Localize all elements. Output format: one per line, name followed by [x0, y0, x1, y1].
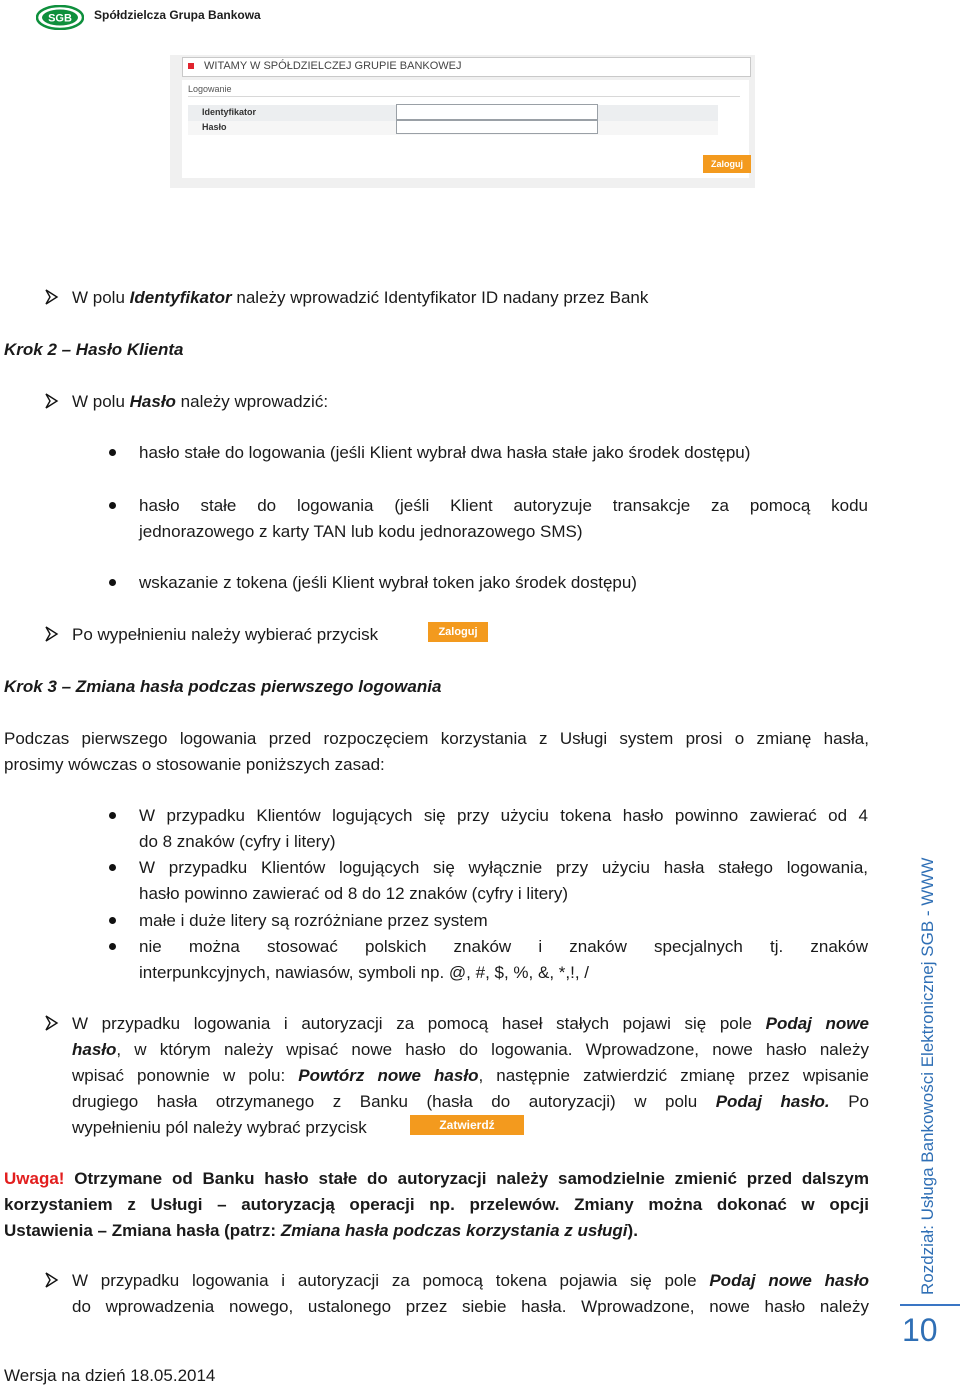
- divider: [188, 96, 740, 97]
- rule-item-cont: hasło powinno zawierać od 8 do 12 znaków (cyfry i litery): [139, 884, 568, 903]
- list-item: hasło stałe do logowania (jeśli Klient wybrał dwa hasła stałe jako środek dostępu): [139, 443, 751, 462]
- login-section-title: Logowanie: [188, 84, 232, 94]
- rule-item: nie można stosować polskich znaków i znaków specjalnych tj. znaków: [139, 937, 868, 956]
- warning-line-3: Ustawienia – Zmiana hasła (patrz: Zmiana hasła podczas korzystania z usługi).: [4, 1221, 638, 1240]
- zaloguj-button[interactable]: Zaloguj: [428, 622, 488, 642]
- fixed-password-line-3: wpisać ponownie w polu: Powtórz nowe hasło, następnie zatwierdzić zmianę przez wpisanie: [72, 1066, 870, 1085]
- token-password-line-2: do wprowadzenia nowego, ustalonego przez siebie hasła. Wprowadzone, nowe hasło należy: [72, 1297, 869, 1316]
- paragraph-first-login-cont: prosimy wówczas o stosowanie poniższych zasad:: [4, 755, 385, 774]
- instruction-identifier: W polu Identyfikator należy wprowadzić Identyfikator ID nadany przez Bank: [72, 288, 649, 307]
- list-item-cont: jednorazowego z karty TAN lub kodu jednorazowego SMS): [139, 522, 583, 541]
- logo-text: Spółdzielcza Grupa Bankowa: [94, 8, 261, 22]
- paragraph-first-login: Podczas pierwszego logowania przed rozpoczęciem korzystania z Usługi system prosi o zmianę hasła,: [4, 729, 869, 748]
- bullet-dot: [109, 502, 116, 509]
- arrow-bullet-icon: [44, 625, 60, 648]
- fixed-password-line-2: hasło, w którym należy wpisać nowe hasło do logowania. Wprowadzone, nowe hasło należy: [72, 1040, 869, 1059]
- identifier-label: Identyfikator: [202, 107, 257, 117]
- instruction-password: W polu Hasło należy wprowadzić:: [72, 392, 329, 411]
- login-title: WITAMY W SPÓŁDZIELCZEJ GRUPIE BANKOWEJ: [204, 60, 462, 72]
- rule-item-cont: do 8 znaków (cyfry i litery): [139, 832, 336, 851]
- arrow-bullet-icon: [44, 1271, 60, 1294]
- bullet-dot: [109, 917, 116, 924]
- version-footer: Wersja na dzień 18.05.2014: [4, 1366, 216, 1385]
- zatwierdz-button[interactable]: Zatwierdź: [410, 1115, 524, 1135]
- list-item: wskazanie z tokena (jeśli Klient wybrał token jako środek dostępu): [139, 573, 637, 592]
- bullet-dot: [109, 943, 116, 950]
- warning-line-2: korzystaniem z Usługi – autoryzacją operacji np. przelewów. Zmiany można dokonać w opcji: [4, 1195, 869, 1214]
- rule-item: W przypadku Klientów logujących się przy użyciu tokena hasło powinno zawierać od 4: [139, 806, 868, 825]
- list-item: hasło stałe do logowania (jeśli Klient autoryzuje transakcje za pomocą kodu: [139, 496, 868, 515]
- rule-item-cont: interpunkcyjnych, nawiasów, symboli np. @, #, $, %, &, *,!, /: [139, 963, 590, 982]
- fixed-password-line-4: drugiego hasła otrzymanego z Banku (hasła do autoryzacji) w polu Podaj hasło. Po: [72, 1092, 869, 1111]
- warning-line-1: Uwaga! Otrzymane od Banku hasło stałe do autoryzacji należy samodzielnie zmienić przed dalszym: [4, 1169, 869, 1188]
- bullet-square-icon: [188, 63, 194, 69]
- rule-item: W przypadku Klientów logujących się wyłącznie przy użyciu hasła stałego logowania,: [139, 858, 868, 877]
- bullet-dot: [109, 579, 116, 586]
- arrow-bullet-icon: [44, 288, 60, 311]
- fixed-password-line-1: W przypadku logowania i autoryzacji za pomocą haseł stałych pojawi się pole Podaj nowe: [72, 1014, 869, 1033]
- password-label: Hasło: [202, 122, 227, 132]
- login-button[interactable]: Zaloguj: [703, 155, 751, 173]
- identifier-input[interactable]: [396, 104, 598, 120]
- arrow-bullet-icon: [44, 392, 60, 415]
- step3-heading: Krok 3 – Zmiana hasła podczas pierwszego logowania: [4, 677, 442, 696]
- token-password-line-1: W przypadku logowania i autoryzacji za pomocą tokena pojawia się pole Podaj nowe hasło: [72, 1271, 869, 1290]
- bullet-dot: [109, 449, 116, 456]
- sidebar-chapter-title: Rozdział: Usługa Bankowości Elektronicznej SGB - WWW: [918, 857, 937, 1295]
- sidebar-divider: [900, 1304, 960, 1306]
- bullet-dot: [109, 864, 116, 871]
- page-number: 10: [902, 1312, 938, 1348]
- bullet-dot: [109, 812, 116, 819]
- rule-item: małe i duże litery są rozróżniane przez system: [139, 911, 488, 930]
- arrow-bullet-icon: [44, 1014, 60, 1037]
- sgb-logo: [36, 5, 84, 30]
- step2-heading: Krok 2 – Hasło Klienta: [4, 340, 184, 359]
- instruction-click-login: Po wypełnieniu należy wybierać przycisk: [72, 625, 379, 644]
- logo-mark-text: SGB: [48, 12, 72, 25]
- fixed-password-line-5: wypełnieniu pól należy wybrać przycisk: [72, 1118, 367, 1137]
- password-input[interactable]: [396, 120, 598, 134]
